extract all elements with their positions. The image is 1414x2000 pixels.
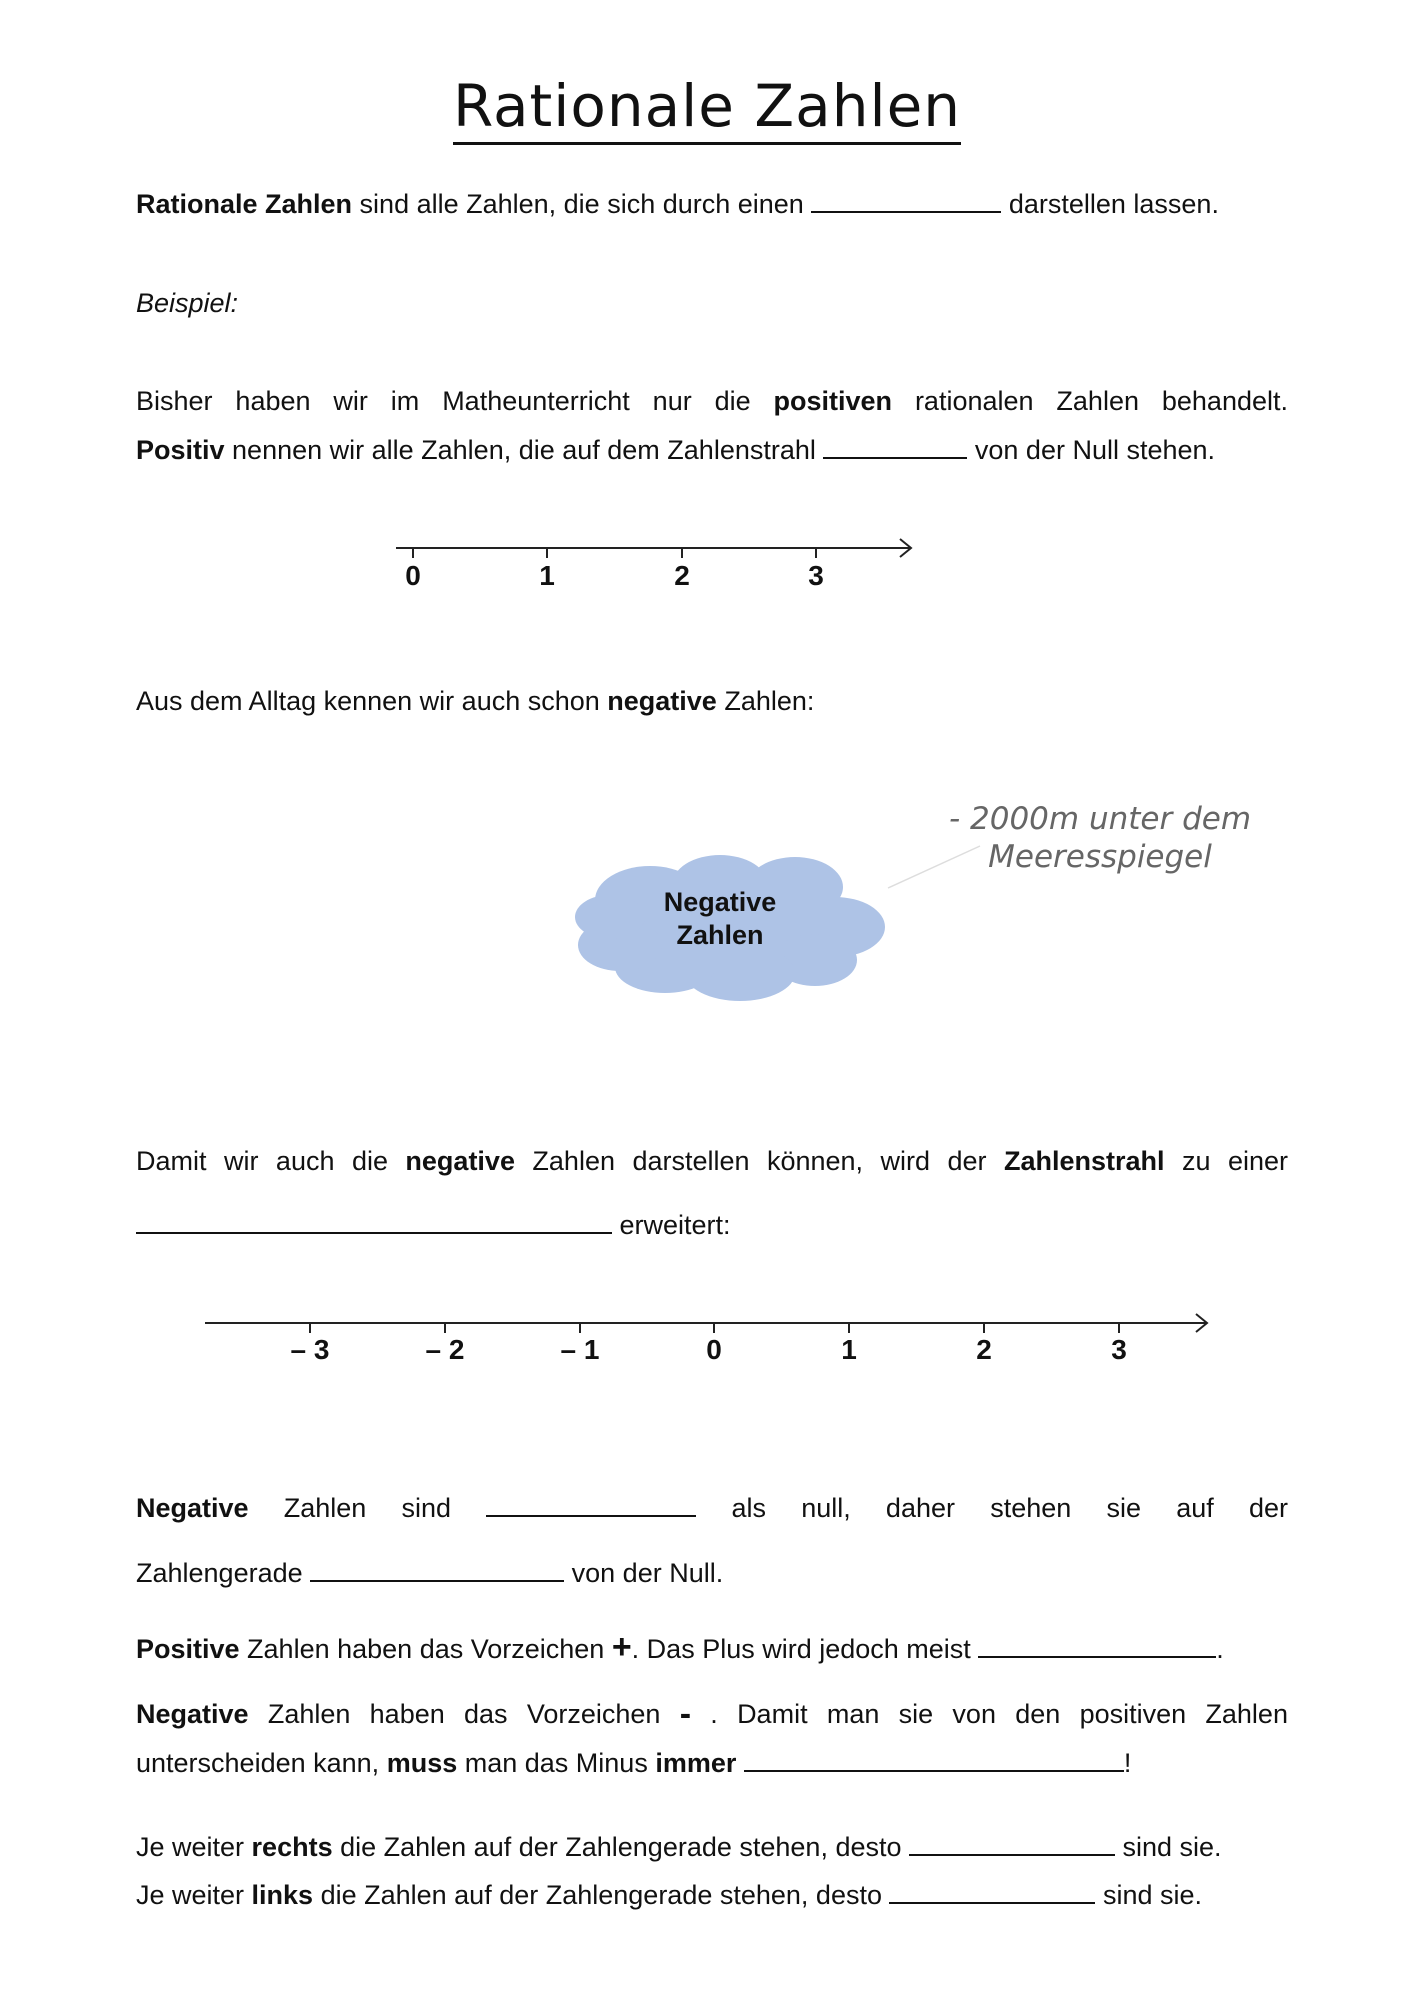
- word: positiven: [1079, 1699, 1187, 1729]
- bold-word: positiven: [773, 386, 893, 416]
- word: der: [947, 1146, 987, 1176]
- word: Zahlen: [267, 1699, 351, 1729]
- word: einer: [1227, 1146, 1288, 1176]
- left-smaller-sentence: Je weiter links die Zahlen auf der Zahlengerade stehen, desto sind sie.: [136, 1880, 1203, 1910]
- negative-definition-line-1: [136, 1491, 1288, 1525]
- example-note: - 2000m unter dem Meeresspiegel: [948, 801, 1252, 875]
- negative-sign-line-1: [136, 1697, 1288, 1731]
- negative-definition-line-2: Zahlengerade von der Null.: [136, 1558, 724, 1588]
- word: daher: [885, 1493, 955, 1523]
- definition-sentence: Rationale Zahlen sind alle Zahlen, die sich durch einen darstellen lassen.: [136, 189, 1219, 219]
- word: sie: [1106, 1493, 1141, 1523]
- tick-label: – 3: [290, 1334, 330, 1365]
- blank-field[interactable]: [310, 1556, 564, 1582]
- blank-field[interactable]: [978, 1632, 1216, 1658]
- word: der: [1248, 1493, 1288, 1523]
- word: wir: [223, 1146, 259, 1176]
- bold-word: Zahlenstrahl: [1003, 1146, 1165, 1176]
- word: zu: [1181, 1146, 1211, 1176]
- word: man: [826, 1699, 880, 1729]
- word: den: [1015, 1699, 1061, 1729]
- tick-label: – 1: [560, 1334, 600, 1365]
- tick-label: 3: [1111, 1334, 1127, 1365]
- word: als: [731, 1493, 766, 1523]
- tick-label: 0: [405, 560, 421, 591]
- word: die: [714, 386, 751, 416]
- tick-label: 2: [976, 1334, 992, 1365]
- tick-label: 2: [674, 560, 690, 591]
- word: das: [464, 1699, 508, 1729]
- bold-word: Negative: [136, 1699, 249, 1729]
- word: haben: [369, 1699, 445, 1729]
- bold-word: Negative: [136, 1493, 249, 1523]
- right-larger-sentence: Je weiter rechts die Zahlen auf der Zahlengerade stehen, desto sind sie.: [136, 1832, 1222, 1862]
- positive-sign-sentence: Positive Zahlen haben das Vorzeichen +. Das Plus wird jedoch meist .: [136, 1628, 1224, 1666]
- tick-label: 1: [539, 560, 555, 591]
- number-line-extension-line-1: [136, 1144, 1288, 1178]
- word: Damit: [136, 1146, 207, 1176]
- word: Vorzeichen: [526, 1699, 661, 1729]
- word: Zahlen: [1205, 1699, 1288, 1729]
- cloud-label: Negative Zahlen: [663, 887, 777, 950]
- word: Matheunterricht: [442, 386, 630, 416]
- word: nur: [652, 386, 692, 416]
- word: sie: [898, 1699, 934, 1729]
- tick-label: – 2: [425, 1334, 465, 1365]
- negative-sign-line-2: unterscheiden kann, muss man das Minus immer !: [136, 1748, 1132, 1778]
- blank-field[interactable]: [889, 1878, 1095, 1904]
- negative-numbers-intro: Aus dem Alltag kennen wir auch schon negative Zahlen:: [136, 686, 815, 716]
- word: von: [952, 1699, 996, 1729]
- word: darstellen: [632, 1146, 750, 1176]
- word: null,: [801, 1493, 851, 1523]
- word: haben: [235, 386, 311, 416]
- minus-sign: -: [679, 1695, 692, 1733]
- word: die: [351, 1146, 388, 1176]
- number-ray-positive-labels: [380, 560, 920, 600]
- blank-field[interactable]: [136, 1208, 612, 1234]
- word: Zahlen: [1056, 386, 1139, 416]
- word: wird: [880, 1146, 931, 1176]
- number-line-extension-line-2: erweitert:: [136, 1208, 731, 1242]
- word: Zahlen: [532, 1146, 615, 1176]
- tick-label: 3: [808, 560, 824, 591]
- word: im: [390, 386, 420, 416]
- word: auf: [1176, 1493, 1214, 1523]
- tick-label: 0: [706, 1334, 722, 1365]
- word: auch: [275, 1146, 335, 1176]
- number-line-full-labels: [195, 1334, 1215, 1374]
- word: wir: [333, 386, 368, 416]
- word: Zahlen: [283, 1493, 367, 1523]
- blank-field[interactable]: [744, 1746, 1124, 1772]
- bold-word: negative: [405, 1146, 515, 1176]
- positive-numbers-line-1: [136, 384, 1288, 418]
- word: können,: [766, 1146, 864, 1176]
- plus-sign: +: [611, 1628, 632, 1666]
- positive-numbers-line-2: Positiv nennen wir alle Zahlen, die auf dem Zahlenstrahl von der Null stehen.: [136, 435, 1216, 465]
- word: sind: [401, 1493, 452, 1523]
- page-title: Rationale Zahlen: [0, 72, 1414, 140]
- tick-label: 1: [841, 1334, 857, 1365]
- blank-field[interactable]: [909, 1830, 1115, 1856]
- word: .: [710, 1699, 718, 1729]
- word: stehen: [990, 1493, 1072, 1523]
- word: Damit: [737, 1699, 808, 1729]
- blank-field[interactable]: [811, 187, 1001, 213]
- word: Bisher: [136, 386, 213, 416]
- blank-field[interactable]: [823, 433, 967, 459]
- example-label: Beispiel:: [136, 288, 239, 318]
- word: behandelt.: [1161, 386, 1288, 416]
- word: rationalen: [914, 386, 1034, 416]
- blank-field[interactable]: [486, 1491, 696, 1517]
